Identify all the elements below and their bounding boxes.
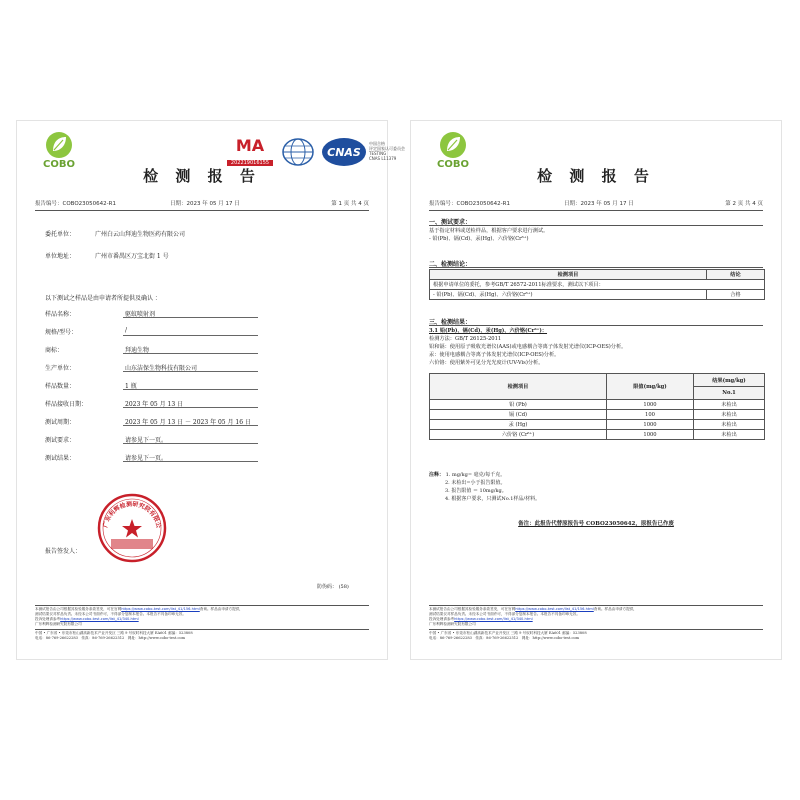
cnas-icon bbox=[321, 137, 367, 167]
field-underline bbox=[123, 335, 258, 336]
section-1-text: - 铅(Pb)、镉(Cd)、汞(Hg)、六价铬(Cr⁶⁺) bbox=[429, 236, 529, 242]
table-header: 检测项目 bbox=[430, 374, 607, 400]
cma-mark bbox=[227, 135, 273, 166]
notes bbox=[429, 471, 540, 503]
field-value: 2023 年 05 月 13 日 － 2023 年 05 月 16 日 bbox=[125, 419, 251, 426]
method-line: 六价铬：使用紫外可见分光光度计(UV-Vis)分析。 bbox=[429, 360, 544, 366]
field-label: 规格/型号： bbox=[45, 329, 78, 336]
field-underline bbox=[123, 353, 258, 354]
field-label: 样品数量： bbox=[45, 383, 76, 390]
table-row bbox=[430, 410, 765, 420]
field-underline bbox=[123, 461, 258, 462]
table-header: No.1 bbox=[694, 387, 765, 400]
footer-fax: 传真：86-769-26622512 bbox=[475, 636, 519, 640]
field-underline bbox=[123, 389, 258, 390]
footer-link[interactable]: https://www.cobo-test.com/list_41/156.html bbox=[515, 607, 594, 611]
table-cell: 未检出 bbox=[694, 430, 765, 440]
field-value: 拜迪生物 bbox=[125, 347, 150, 354]
table-cell: 铅 (Pb) bbox=[430, 400, 607, 410]
field-label: 测试要求： bbox=[45, 437, 76, 444]
field-value: 1 瓶 bbox=[125, 383, 137, 390]
field-value: / bbox=[125, 327, 128, 334]
ma-number: 202219016155 bbox=[227, 160, 273, 166]
footer-text: 测试结果仅对样品负责。未经本公司书面许可，不得部分复制本报告。本报告不具备印章无效。 bbox=[35, 612, 186, 616]
method-line: 铅和镉：使用原子吸收光谱仪(AAS)或电感耦合等离子体发射光谱仪(ICP-OES)分析。 bbox=[429, 344, 627, 350]
footer-text: 测试结果仅对样品负责。未经本公司书面许可，不得部分复制本报告。本报告不具备印章无效。 bbox=[429, 612, 580, 616]
footer-link[interactable]: https://www.cobo-test.com/list_41/156.html bbox=[121, 607, 200, 611]
field-underline bbox=[123, 371, 258, 372]
cnas-caption-line: 评定国家认可委员会 bbox=[369, 146, 405, 151]
field-value: 驱蚊喷射剂 bbox=[125, 311, 156, 318]
section-3-heading: 三、检测结果： bbox=[429, 319, 472, 326]
method-line: 汞：使用电感耦合等离子体发射光谱仪(ICP-OES)分析。 bbox=[429, 352, 560, 358]
table-cell: 未检出 bbox=[694, 410, 765, 420]
footer-web: 网址：http://www.cobo-test.com bbox=[127, 636, 186, 640]
report-number: 报告编号：COBO23050642-R1 bbox=[429, 201, 510, 207]
cnas-caption bbox=[369, 141, 405, 161]
report-meta bbox=[35, 199, 369, 211]
cnas-label: CNAS bbox=[327, 146, 361, 159]
section-divider bbox=[429, 225, 763, 226]
section-3-subheading: 3.1 铅(Pb)、镉(Cd)、汞(Hg)、六价铬(Cr⁶⁺)： bbox=[429, 328, 548, 334]
note-item: 2. 未检出=小于报告限值。 bbox=[445, 480, 506, 486]
table-cell: 六价铬 (Cr⁶⁺) bbox=[430, 430, 607, 440]
footer-text: 投诉处理请参考 bbox=[35, 617, 61, 621]
note-item: 4. 根据客户要求，只测试No.1样品/材料。 bbox=[445, 496, 541, 502]
field-value: 山东洁保生物科技有限公司 bbox=[125, 365, 198, 372]
table-cell: 1000 bbox=[607, 400, 694, 410]
report-footer bbox=[35, 605, 369, 641]
field-label: 商标： bbox=[45, 347, 64, 354]
section-2-heading: 二、检测结论： bbox=[429, 261, 472, 268]
table-header: 限值(mg/kg) bbox=[607, 374, 694, 400]
conclusion-table bbox=[429, 269, 765, 300]
field-label: 测试结果： bbox=[45, 455, 76, 462]
cnas-caption-line: CNAS L11379 bbox=[369, 156, 397, 161]
table-header: 检测项目 bbox=[430, 270, 707, 280]
anti-fake-code: 防伪码： (58) bbox=[317, 584, 349, 590]
field-underline bbox=[123, 443, 258, 444]
table-header: 结论 bbox=[707, 270, 765, 280]
address-label: 单位地址： bbox=[45, 253, 76, 260]
table-cell: 未检出 bbox=[694, 420, 765, 430]
page-info: 第 1 页 共 4 页 bbox=[331, 201, 369, 207]
field-underline bbox=[123, 407, 258, 408]
method-line: 检测方法：GB/T 26125-2011 bbox=[429, 336, 502, 342]
report-number: 报告编号：COBO23050642-R1 bbox=[35, 201, 116, 207]
address-value: 广州市番禺区万宝北街 1 号 bbox=[95, 253, 169, 260]
field-value: 2023 年 05 月 13 日 bbox=[125, 401, 184, 408]
table-cell: 合格 bbox=[707, 290, 765, 300]
field-underline bbox=[123, 317, 258, 318]
footer-address: 中国 • 广东省 • 东莞市松山湖高新技术产业开发区 三路 9 号驭时科技大厦 EA601 邮编：523808 bbox=[35, 631, 193, 635]
table-cell: - 铅(Pb)、镉(Cd)、汞(Hg)、六价铬(Cr⁶⁺) bbox=[430, 290, 707, 300]
footer-text: 查询。样品由申请方提供， bbox=[199, 607, 243, 611]
field-underline bbox=[123, 425, 258, 426]
footer-text: 查询。样品由申请方提供， bbox=[593, 607, 637, 611]
intro-text: 以下测试之样品是由申请者所提供及确认 ： bbox=[45, 295, 161, 302]
table-cell: 根据申请单位的委托，参考GB/T 26572-2011标准要求，测试以下项目： bbox=[430, 280, 765, 290]
results-table bbox=[429, 373, 765, 440]
section-divider bbox=[429, 267, 763, 268]
footer-link[interactable]: https://www.cobo-test.com/list_41/340.html bbox=[454, 617, 533, 621]
table-cell: 未检出 bbox=[694, 400, 765, 410]
cobo-leaf-icon bbox=[45, 131, 73, 159]
cobo-leaf-icon bbox=[439, 131, 467, 159]
ma-label: MA bbox=[235, 136, 265, 155]
replacement-remark: 备注：此报告代替原报告号 COBO23050642，原报告已作废 bbox=[518, 521, 674, 527]
table-header: 结果(mg/kg) bbox=[694, 374, 765, 387]
section-divider bbox=[429, 325, 763, 326]
report-meta bbox=[429, 199, 763, 211]
table-cell: 1000 bbox=[607, 430, 694, 440]
footer-company: 广东利辉检测研究院有限公司 bbox=[429, 622, 476, 626]
notes-label: 注释： bbox=[429, 472, 445, 478]
field-label: 测试周期： bbox=[45, 419, 76, 426]
report-date: 日期：2023 年 05 月 17 日 bbox=[564, 201, 634, 207]
footer-tel: 电话：86-769-26622283 bbox=[429, 636, 472, 640]
note-item: 1. mg/kg= 毫克/每千克。 bbox=[445, 472, 506, 478]
footer-text: 本测试报告由公司根据其检验服务条款签发，可在官网 bbox=[429, 607, 516, 611]
field-value: 请参见下一页。 bbox=[125, 437, 168, 444]
table-row bbox=[430, 420, 765, 430]
page-info: 第 2 页 共 4 页 bbox=[725, 201, 763, 207]
client-value: 广州白云山拜迪生物医药有限公司 bbox=[95, 231, 186, 238]
official-seal bbox=[97, 493, 167, 567]
footer-text: 投诉处理请参考 bbox=[429, 617, 455, 621]
report-title: 检 测 报 告 bbox=[143, 167, 261, 185]
report-date: 日期：2023 年 05 月 17 日 bbox=[170, 201, 240, 207]
client-label: 委托单位： bbox=[45, 231, 76, 238]
logo-text: COBO bbox=[437, 159, 469, 170]
footer-company: 广东利辉检测研究院有限公司 bbox=[35, 622, 82, 626]
report-page-2 bbox=[410, 120, 782, 660]
ilac-globe-icon bbox=[281, 137, 315, 167]
report-title: 检 测 报 告 bbox=[537, 167, 655, 185]
footer-link[interactable]: https://www.cobo-test.com/list_41/340.html bbox=[60, 617, 139, 621]
footer-tel: 电话：86-769-26622283 bbox=[35, 636, 78, 640]
footer-address: 中国 • 广东省 • 东莞市松山湖高新技术产业开发区 三路 9 号驭时科技大厦 EA601 邮编：523808 bbox=[429, 631, 587, 635]
table-cell: 1000 bbox=[607, 420, 694, 430]
logo-text: COBO bbox=[43, 159, 75, 170]
report-page-1 bbox=[16, 120, 405, 660]
table-cell: 镉 (Cd) bbox=[430, 410, 607, 420]
footer-web: 网址：http://www.cobo-test.com bbox=[521, 636, 580, 640]
table-row bbox=[430, 430, 765, 440]
table-cell: 100 bbox=[607, 410, 694, 420]
seal-icon bbox=[97, 493, 167, 563]
seal-text: 广东利辉检测研究院有限公 bbox=[102, 500, 162, 529]
table-cell: 汞 (Hg) bbox=[430, 420, 607, 430]
section-1-heading: 一、测试要求： bbox=[429, 219, 472, 226]
note-item: 3. 报告限值 ＝ 10mg/kg。 bbox=[445, 488, 507, 494]
cnas-caption-line: 中国合格 bbox=[369, 141, 385, 146]
cnas-caption-line: TESTING bbox=[369, 151, 387, 156]
cma-icon bbox=[227, 135, 273, 155]
field-value: 请参见下一页。 bbox=[125, 455, 168, 462]
field-label: 样品接收日期： bbox=[45, 401, 88, 408]
field-label: 生产单位： bbox=[45, 365, 76, 372]
section-1-text: 基于指定材料或送检样品，根据客户要求进行测试。 bbox=[429, 228, 549, 234]
signer-label: 报告签发人： bbox=[45, 548, 82, 555]
field-label: 样品名称： bbox=[45, 311, 76, 318]
report-footer bbox=[429, 605, 763, 641]
footer-fax: 传真：86-769-26622512 bbox=[81, 636, 125, 640]
svg-text:广东利辉检测研究院有限公司 bbox=[97, 493, 162, 530]
footer-text: 本测试报告由公司根据其检验服务条款签发，可在官网 bbox=[35, 607, 122, 611]
table-row bbox=[430, 400, 765, 410]
